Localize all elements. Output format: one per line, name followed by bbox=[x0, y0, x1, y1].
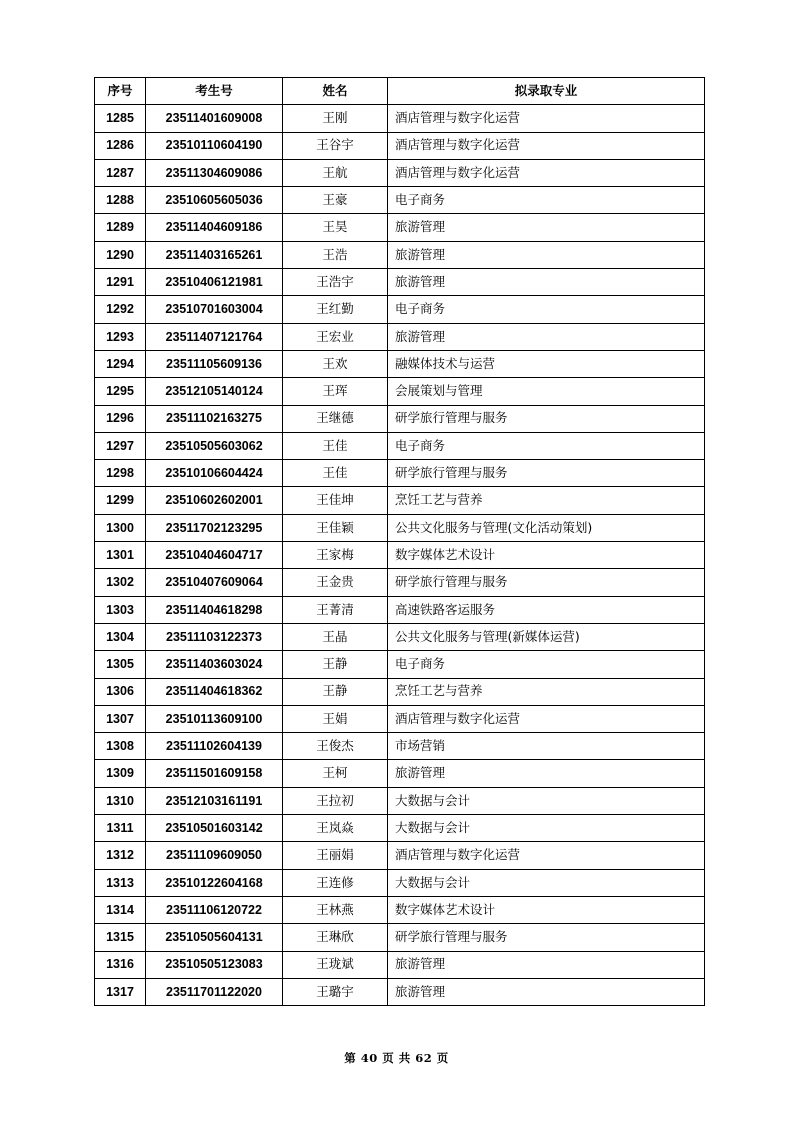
candidate-id-cell: 23510501603142 bbox=[146, 815, 283, 842]
seq-cell: 1285 bbox=[95, 105, 146, 132]
table-row bbox=[95, 542, 705, 569]
table-row bbox=[95, 705, 705, 732]
table-row bbox=[95, 487, 705, 514]
seq-cell: 1301 bbox=[95, 542, 146, 569]
table-row bbox=[95, 569, 705, 596]
candidate-id-cell: 23510122604168 bbox=[146, 869, 283, 896]
major-cell: 烹饪工艺与营养 bbox=[388, 678, 705, 705]
seq-cell: 1311 bbox=[95, 815, 146, 842]
major-cell: 电子商务 bbox=[388, 187, 705, 214]
candidate-id-cell: 23510605605036 bbox=[146, 187, 283, 214]
table-row bbox=[95, 241, 705, 268]
candidate-id-cell: 23511105609136 bbox=[146, 350, 283, 377]
name-cell: 王丽娟 bbox=[283, 842, 388, 869]
major-cell: 酒店管理与数字化运营 bbox=[388, 105, 705, 132]
table-row bbox=[95, 678, 705, 705]
name-cell: 王珲 bbox=[283, 378, 388, 405]
table-row bbox=[95, 733, 705, 760]
table-row bbox=[95, 815, 705, 842]
name-cell: 王金贵 bbox=[283, 569, 388, 596]
seq-cell: 1309 bbox=[95, 760, 146, 787]
seq-cell: 1314 bbox=[95, 896, 146, 923]
major-cell: 会展策划与管理 bbox=[388, 378, 705, 405]
candidate-id-cell: 23510602602001 bbox=[146, 487, 283, 514]
seq-cell: 1297 bbox=[95, 432, 146, 459]
candidate-id-cell: 23512103161191 bbox=[146, 787, 283, 814]
seq-cell: 1316 bbox=[95, 951, 146, 978]
name-cell: 王佳坤 bbox=[283, 487, 388, 514]
name-cell: 王静 bbox=[283, 651, 388, 678]
major-cell: 旅游管理 bbox=[388, 978, 705, 1005]
candidate-id-cell: 23511404618362 bbox=[146, 678, 283, 705]
major-cell: 电子商务 bbox=[388, 432, 705, 459]
seq-cell: 1317 bbox=[95, 978, 146, 1005]
major-cell: 酒店管理与数字化运营 bbox=[388, 159, 705, 186]
seq-cell: 1299 bbox=[95, 487, 146, 514]
seq-cell: 1289 bbox=[95, 214, 146, 241]
major-cell: 酒店管理与数字化运营 bbox=[388, 705, 705, 732]
table-row bbox=[95, 432, 705, 459]
name-cell: 王连修 bbox=[283, 869, 388, 896]
major-cell: 市场营销 bbox=[388, 733, 705, 760]
name-cell: 王宏业 bbox=[283, 323, 388, 350]
name-cell: 王欢 bbox=[283, 350, 388, 377]
table-row bbox=[95, 978, 705, 1005]
seq-cell: 1293 bbox=[95, 323, 146, 350]
name-cell: 王拉初 bbox=[283, 787, 388, 814]
candidate-id-cell: 23511404609186 bbox=[146, 214, 283, 241]
page-number-footer: 第 40 页 共 62 页 bbox=[344, 1051, 449, 1065]
candidate-id-cell: 23511407121764 bbox=[146, 323, 283, 350]
table-row bbox=[95, 269, 705, 296]
major-cell: 大数据与会计 bbox=[388, 869, 705, 896]
major-cell: 大数据与会计 bbox=[388, 815, 705, 842]
name-cell: 王佳 bbox=[283, 460, 388, 487]
name-cell: 王菁清 bbox=[283, 596, 388, 623]
admission-table bbox=[94, 77, 705, 1006]
candidate-id-cell: 23510404604717 bbox=[146, 542, 283, 569]
major-cell: 研学旅行管理与服务 bbox=[388, 569, 705, 596]
name-cell: 王娟 bbox=[283, 705, 388, 732]
candidate-id-cell: 23511701122020 bbox=[146, 978, 283, 1005]
name-cell: 王琳欣 bbox=[283, 924, 388, 951]
seq-cell: 1290 bbox=[95, 241, 146, 268]
table-row bbox=[95, 951, 705, 978]
candidate-id-cell: 23511404618298 bbox=[146, 596, 283, 623]
table-row bbox=[95, 842, 705, 869]
major-cell: 公共文化服务与管理(新媒体运营) bbox=[388, 623, 705, 650]
major-cell: 旅游管理 bbox=[388, 269, 705, 296]
name-cell: 王佳 bbox=[283, 432, 388, 459]
name-cell: 王红勤 bbox=[283, 296, 388, 323]
seq-cell: 1298 bbox=[95, 460, 146, 487]
candidate-id-cell: 23510505123083 bbox=[146, 951, 283, 978]
major-cell: 融媒体技术与运营 bbox=[388, 350, 705, 377]
name-cell: 王璐宇 bbox=[283, 978, 388, 1005]
major-cell: 电子商务 bbox=[388, 296, 705, 323]
candidate-id-cell: 23510701603004 bbox=[146, 296, 283, 323]
candidate-id-cell: 23510407609064 bbox=[146, 569, 283, 596]
candidate-id-cell: 23511106120722 bbox=[146, 896, 283, 923]
seq-cell: 1313 bbox=[95, 869, 146, 896]
column-header-candidate-id: 考生号 bbox=[146, 78, 283, 105]
table-header-row bbox=[95, 78, 705, 105]
candidate-id-cell: 23511702123295 bbox=[146, 514, 283, 541]
table-row bbox=[95, 924, 705, 951]
candidate-id-cell: 23511109609050 bbox=[146, 842, 283, 869]
candidate-id-cell: 23511103122373 bbox=[146, 623, 283, 650]
table-row bbox=[95, 869, 705, 896]
major-cell: 数字媒体艺术设计 bbox=[388, 896, 705, 923]
table-row bbox=[95, 378, 705, 405]
table-row bbox=[95, 214, 705, 241]
major-cell: 公共文化服务与管理(文化活动策划) bbox=[388, 514, 705, 541]
column-header-seq: 序号 bbox=[95, 78, 146, 105]
candidate-id-cell: 23511501609158 bbox=[146, 760, 283, 787]
seq-cell: 1296 bbox=[95, 405, 146, 432]
name-cell: 王家梅 bbox=[283, 542, 388, 569]
major-cell: 研学旅行管理与服务 bbox=[388, 405, 705, 432]
candidate-id-cell: 23511401609008 bbox=[146, 105, 283, 132]
table-row bbox=[95, 187, 705, 214]
name-cell: 王豪 bbox=[283, 187, 388, 214]
seq-cell: 1315 bbox=[95, 924, 146, 951]
seq-cell: 1291 bbox=[95, 269, 146, 296]
seq-cell: 1288 bbox=[95, 187, 146, 214]
seq-cell: 1306 bbox=[95, 678, 146, 705]
candidate-id-cell: 23511304609086 bbox=[146, 159, 283, 186]
name-cell: 王继德 bbox=[283, 405, 388, 432]
name-cell: 王静 bbox=[283, 678, 388, 705]
table-row bbox=[95, 514, 705, 541]
seq-cell: 1302 bbox=[95, 569, 146, 596]
name-cell: 王佳颖 bbox=[283, 514, 388, 541]
seq-cell: 1303 bbox=[95, 596, 146, 623]
table-row bbox=[95, 105, 705, 132]
candidate-id-cell: 23511403165261 bbox=[146, 241, 283, 268]
candidate-id-cell: 23510505604131 bbox=[146, 924, 283, 951]
seq-cell: 1312 bbox=[95, 842, 146, 869]
major-cell: 旅游管理 bbox=[388, 951, 705, 978]
candidate-id-cell: 23510113609100 bbox=[146, 705, 283, 732]
table-row bbox=[95, 132, 705, 159]
table-row bbox=[95, 350, 705, 377]
major-cell: 旅游管理 bbox=[388, 323, 705, 350]
name-cell: 王昊 bbox=[283, 214, 388, 241]
candidate-id-cell: 23510106604424 bbox=[146, 460, 283, 487]
column-header-major: 拟录取专业 bbox=[388, 78, 705, 105]
seq-cell: 1294 bbox=[95, 350, 146, 377]
name-cell: 王刚 bbox=[283, 105, 388, 132]
candidate-id-cell: 23511403603024 bbox=[146, 651, 283, 678]
major-cell: 旅游管理 bbox=[388, 760, 705, 787]
column-header-name: 姓名 bbox=[283, 78, 388, 105]
name-cell: 王浩 bbox=[283, 241, 388, 268]
candidate-id-cell: 23511102163275 bbox=[146, 405, 283, 432]
major-cell: 研学旅行管理与服务 bbox=[388, 924, 705, 951]
table-row bbox=[95, 296, 705, 323]
table-row bbox=[95, 787, 705, 814]
seq-cell: 1300 bbox=[95, 514, 146, 541]
table-row bbox=[95, 623, 705, 650]
major-cell: 旅游管理 bbox=[388, 214, 705, 241]
name-cell: 王岚焱 bbox=[283, 815, 388, 842]
major-cell: 烹饪工艺与营养 bbox=[388, 487, 705, 514]
table-row bbox=[95, 159, 705, 186]
major-cell: 大数据与会计 bbox=[388, 787, 705, 814]
major-cell: 旅游管理 bbox=[388, 241, 705, 268]
major-cell: 研学旅行管理与服务 bbox=[388, 460, 705, 487]
name-cell: 王俊杰 bbox=[283, 733, 388, 760]
major-cell: 高速铁路客运服务 bbox=[388, 596, 705, 623]
seq-cell: 1287 bbox=[95, 159, 146, 186]
table-body bbox=[95, 105, 705, 1006]
name-cell: 王谷宇 bbox=[283, 132, 388, 159]
name-cell: 王珑斌 bbox=[283, 951, 388, 978]
seq-cell: 1310 bbox=[95, 787, 146, 814]
candidate-id-cell: 23510110604190 bbox=[146, 132, 283, 159]
major-cell: 电子商务 bbox=[388, 651, 705, 678]
major-cell: 酒店管理与数字化运营 bbox=[388, 842, 705, 869]
table-row bbox=[95, 323, 705, 350]
candidate-id-cell: 23512105140124 bbox=[146, 378, 283, 405]
candidate-id-cell: 23511102604139 bbox=[146, 733, 283, 760]
table-row bbox=[95, 760, 705, 787]
table-row bbox=[95, 896, 705, 923]
table-row bbox=[95, 596, 705, 623]
candidate-id-cell: 23510505603062 bbox=[146, 432, 283, 459]
seq-cell: 1308 bbox=[95, 733, 146, 760]
candidate-id-cell: 23510406121981 bbox=[146, 269, 283, 296]
major-cell: 数字媒体艺术设计 bbox=[388, 542, 705, 569]
seq-cell: 1304 bbox=[95, 623, 146, 650]
seq-cell: 1305 bbox=[95, 651, 146, 678]
seq-cell: 1307 bbox=[95, 705, 146, 732]
table-row bbox=[95, 651, 705, 678]
name-cell: 王晶 bbox=[283, 623, 388, 650]
table-row bbox=[95, 405, 705, 432]
seq-cell: 1295 bbox=[95, 378, 146, 405]
seq-cell: 1292 bbox=[95, 296, 146, 323]
name-cell: 王柯 bbox=[283, 760, 388, 787]
major-cell: 酒店管理与数字化运营 bbox=[388, 132, 705, 159]
name-cell: 王林燕 bbox=[283, 896, 388, 923]
name-cell: 王浩宇 bbox=[283, 269, 388, 296]
name-cell: 王航 bbox=[283, 159, 388, 186]
seq-cell: 1286 bbox=[95, 132, 146, 159]
table-row bbox=[95, 460, 705, 487]
